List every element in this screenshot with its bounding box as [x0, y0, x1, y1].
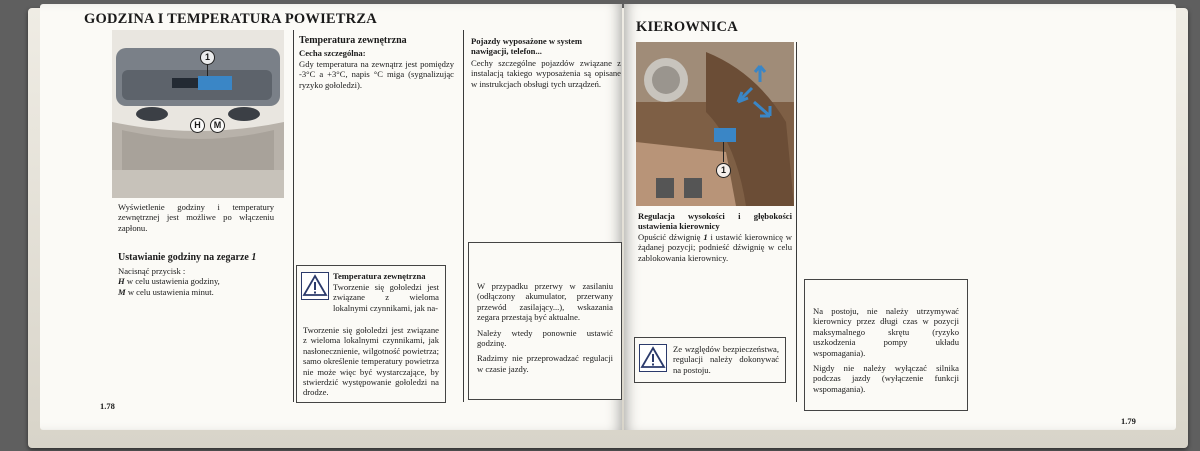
power-interruption-box [468, 242, 622, 400]
info-para-1: Na postoju, nie należy utrzymywać kierownicy przez długi czas w pozycji maksymalnego skrętu (ryzyko uszkodzenia pompy układu wspomagania). [813, 306, 959, 358]
power-box-para-2: Należy wtedy ponownie ustawić godzinę. [477, 327, 613, 349]
warning-icon [301, 272, 329, 300]
callout-1-steering-leader [723, 142, 724, 162]
temp-text: Gdy temperatura na zewnątrz jest pomiędzy -3°C a +3°C, napis °C miga (sygnalizując ryzyko gołoledzi). [299, 59, 454, 90]
warning-text: Tworzenie się gołoledzi jest związane z wieloma lokalnymi czynnikami, jak nasłonecznienie, wilgotność powietrza; samo określenie temperatury powietrza nie może więc być wystarczające, by stwierdzić występowanie gołoledzi na drodze. [303, 325, 439, 398]
callout-1: 1 [200, 50, 215, 65]
info-para-2: Nigdy nie należy wyłączać silnika podczas jazdy (wyłączenie funkcji wspomagania). [813, 363, 959, 394]
callout-m: M [210, 118, 225, 133]
figure-caption: Wyświetlenie godziny i temperatury zewnętrznej jest możliwe po włączeniu zapłonu. [118, 202, 274, 233]
power-box-text [477, 281, 613, 374]
setting-heading: Ustawianie godziny na zegarze 1 [118, 252, 257, 263]
left-page-number: 1.78 [100, 401, 115, 411]
callout-1-steering: 1 [716, 163, 731, 178]
dashboard-illustration [112, 30, 284, 198]
steering-info-text [813, 306, 959, 394]
right-column-divider [796, 42, 797, 402]
steering-column-photo [636, 42, 794, 206]
temp-heading: Temperatura zewnętrzna [299, 35, 407, 46]
temp-subheading: Cecha szczególna: [299, 48, 366, 58]
steering-info-box [804, 279, 968, 411]
callout-1-leader [207, 64, 208, 76]
power-box-para-1: W przypadku przerwy w zasilaniu (odłączony akumulator, przerwany przewód zasilający...), wskazania zegara przestają być aktualne. [477, 281, 613, 323]
callout-h: H [190, 118, 205, 133]
safety-warning-text: Ze względów bezpieczeństwa, regulacji należy dokonywać na postoju. [673, 344, 779, 375]
column-divider-1 [293, 30, 294, 402]
nav-heading: Pojazdy wyposażone w system nawigacji, telefon... [471, 36, 582, 57]
warning-icon-right [639, 344, 667, 372]
setting-line-3: M w celu ustawienia minut. [118, 286, 214, 297]
clock-display-photo [112, 30, 284, 198]
right-page-number: 1.79 [1121, 416, 1136, 426]
temperature-warning-box [296, 265, 446, 403]
right-page-title: KIEROWNICA [636, 19, 738, 35]
right-page [624, 4, 1176, 430]
steering-text: Opuścić dźwignię 1 i ustawić kierownicę w żądanej pozycji; podnieść dźwignię w celu zablokowania kierownicy. [638, 232, 792, 263]
setting-line-1: Nacisnąć przycisk : [118, 266, 186, 276]
column-divider-2 [463, 30, 464, 402]
nav-text: Cechy szczególne pojazdów związane z instalacją takiego wyposażenia są opisane w instrukcjach obsługi tych urządzeń. [471, 58, 621, 89]
safety-warning-box [634, 337, 786, 383]
left-page [40, 4, 622, 430]
steering-subheading: Regulacja wysokości i głębokości ustawienia kierownicy [638, 211, 792, 232]
setting-line-2: H w celu ustawienia godziny, [118, 276, 220, 287]
setting-instructions [118, 266, 288, 297]
warning-title: Temperatura zewnętrzna [333, 271, 426, 281]
steering-illustration [636, 42, 794, 206]
power-box-para-3: Radzimy nie przeprowadzać regulacji w czasie jazdy. [477, 353, 613, 374]
warning-text-start: Tworzenie się gołoledzi jest związane z wieloma lokalnymi czynnikami, jak na- [333, 282, 439, 313]
left-page-title: GODZINA I TEMPERATURA POWIETRZA [84, 11, 377, 27]
